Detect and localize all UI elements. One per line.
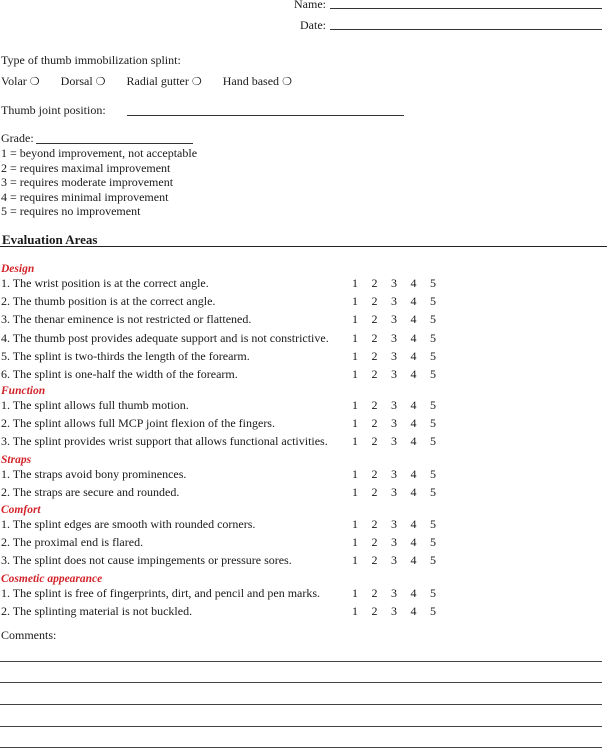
- category-cosmetic-appearance: Cosmetic appearance: [1, 573, 103, 585]
- rating-scale: [352, 331, 442, 346]
- rating-option[interactable]: 1: [352, 330, 358, 345]
- grade-field[interactable]: [36, 143, 193, 144]
- rating-option[interactable]: 1: [352, 485, 358, 500]
- evaluation-item: 3. The splint provides wrist support that allows functional activities.: [1, 434, 328, 449]
- splint-type-options: [1, 74, 310, 89]
- rating-scale: [352, 398, 442, 413]
- grade-level: 3 = requires moderate improvement: [1, 175, 174, 189]
- rating-option[interactable]: 3: [391, 416, 397, 431]
- comment-line[interactable]: [0, 704, 602, 705]
- category-straps: Straps: [1, 454, 32, 466]
- rating-option[interactable]: 5: [430, 586, 436, 600]
- rating-scale: [352, 467, 442, 482]
- rating-option[interactable]: 2: [371, 604, 378, 619]
- rating-scale: [352, 553, 442, 568]
- rating-option[interactable]: 3: [391, 604, 397, 619]
- comment-line[interactable]: [0, 661, 602, 662]
- rating-option[interactable]: 5: [430, 535, 436, 550]
- section-divider: [0, 246, 607, 247]
- rating-scale: [352, 434, 442, 449]
- rating-option[interactable]: 4: [410, 312, 417, 327]
- rating-scale: [352, 535, 442, 550]
- rating-option[interactable]: 3: [391, 485, 397, 500]
- rating-option[interactable]: 3: [391, 348, 397, 363]
- option-dorsal[interactable]: Dorsal ❍: [60, 74, 106, 88]
- rating-option[interactable]: 1: [352, 416, 358, 431]
- rating-scale: [352, 367, 442, 382]
- rating-option[interactable]: 2: [371, 416, 378, 431]
- rating-option[interactable]: 2: [371, 467, 378, 481]
- radio-circle-icon[interactable]: ❍: [95, 76, 106, 88]
- rating-option[interactable]: 2: [371, 294, 378, 309]
- rating-option[interactable]: 2: [371, 553, 378, 568]
- rating-option[interactable]: 3: [391, 434, 397, 449]
- rating-option[interactable]: 2: [371, 485, 378, 500]
- radio-circle-icon[interactable]: ❍: [29, 76, 40, 88]
- rating-scale: [352, 586, 442, 601]
- grade-label: Grade:: [1, 131, 34, 145]
- evaluation-item: 2. The thumb position is at the correct angle.: [1, 294, 216, 309]
- rating-option[interactable]: 4: [410, 535, 417, 550]
- evaluation-item: 1. The straps avoid bony prominences.: [1, 467, 187, 481]
- rating-option[interactable]: 5: [430, 553, 436, 568]
- rating-option[interactable]: 2: [371, 398, 378, 412]
- rating-option[interactable]: 3: [391, 312, 397, 327]
- evaluation-title: Evaluation Areas: [2, 232, 98, 247]
- name-field[interactable]: [330, 8, 602, 9]
- rating-option[interactable]: 4: [410, 485, 417, 500]
- rating-option[interactable]: 1: [352, 467, 358, 481]
- rating-option[interactable]: 1: [352, 367, 358, 381]
- evaluation-item: 4. The thumb post provides adequate support and is not constrictive.: [1, 330, 329, 345]
- comment-line[interactable]: [0, 682, 602, 683]
- grade-level: 2 = requires maximal improvement: [1, 160, 171, 175]
- rating-option[interactable]: 2: [371, 535, 378, 550]
- rating-option[interactable]: 4: [410, 553, 417, 568]
- rating-option[interactable]: 3: [391, 294, 397, 309]
- category-design: Design: [1, 263, 35, 275]
- rating-option[interactable]: 5: [430, 434, 436, 449]
- evaluation-item: 2. The splinting material is not buckled.: [1, 604, 193, 619]
- grade-level: 1 = beyond improvement, not acceptable: [1, 146, 198, 160]
- rating-option[interactable]: 2: [371, 276, 378, 290]
- rating-option[interactable]: 5: [430, 398, 436, 412]
- rating-option[interactable]: 3: [391, 467, 397, 481]
- rating-option[interactable]: 1: [352, 553, 358, 568]
- rating-option[interactable]: 5: [430, 276, 436, 290]
- rating-option[interactable]: 3: [391, 517, 397, 531]
- rating-option[interactable]: 1: [352, 398, 358, 412]
- comments-label: Comments:: [1, 628, 57, 642]
- rating-option[interactable]: 3: [391, 586, 397, 600]
- rating-option[interactable]: 2: [371, 367, 378, 381]
- radio-circle-icon[interactable]: ❍: [191, 76, 202, 88]
- evaluation-item: 2. The proximal end is flared.: [1, 535, 144, 550]
- rating-option[interactable]: 1: [352, 294, 358, 309]
- rating-option[interactable]: 3: [391, 330, 397, 345]
- rating-scale: [352, 349, 442, 364]
- rating-option[interactable]: 1: [352, 586, 358, 600]
- rating-option[interactable]: 4: [410, 604, 417, 619]
- rating-scale: [352, 294, 442, 309]
- rating-scale: [352, 485, 442, 500]
- radio-circle-icon[interactable]: ❍: [282, 76, 292, 88]
- rating-option[interactable]: 4: [410, 517, 417, 531]
- rating-option[interactable]: 5: [430, 517, 436, 531]
- rating-option[interactable]: 4: [410, 398, 417, 412]
- rating-option[interactable]: 4: [410, 434, 417, 449]
- evaluation-item: 1. The splint is free of fingerprints, dirt, and pencil and pen marks.: [1, 586, 321, 600]
- rating-option[interactable]: 1: [352, 434, 358, 449]
- category-comfort: Comfort: [1, 504, 41, 516]
- rating-option[interactable]: 3: [391, 553, 397, 568]
- rating-option[interactable]: 4: [410, 348, 417, 363]
- rating-option[interactable]: 4: [410, 276, 417, 290]
- rating-scale: [352, 276, 442, 291]
- rating-option[interactable]: 5: [430, 312, 436, 327]
- evaluation-item: 2. The splint allows full MCP joint flexion of the fingers.: [1, 416, 275, 431]
- rating-option[interactable]: 4: [410, 416, 417, 431]
- rating-option[interactable]: 1: [352, 604, 358, 619]
- date-label: Date:: [300, 18, 326, 32]
- rating-scale: [352, 416, 442, 431]
- rating-option[interactable]: 5: [430, 330, 436, 345]
- grade-level: 5 = requires no improvement: [1, 204, 141, 218]
- splint-type-label: Type of thumb immobilization splint:: [1, 53, 181, 67]
- evaluation-item: 1. The wrist position is at the correct angle.: [1, 276, 209, 290]
- name-label: Name:: [294, 0, 326, 11]
- rating-option[interactable]: 5: [430, 485, 436, 500]
- rating-option[interactable]: 4: [410, 467, 417, 481]
- rating-option[interactable]: 5: [430, 416, 436, 431]
- thumb-joint-field[interactable]: [127, 115, 404, 116]
- rating-option[interactable]: 2: [371, 434, 378, 449]
- evaluation-item: 5. The splint is two-thirds the length of the forearm.: [1, 348, 250, 363]
- rating-option[interactable]: 1: [352, 276, 358, 290]
- rating-option[interactable]: 4: [410, 367, 417, 381]
- comment-line[interactable]: [0, 726, 602, 727]
- grade-level: 4 = requires minimal improvement: [1, 189, 169, 204]
- rating-option[interactable]: 5: [430, 367, 436, 381]
- option-hand-based[interactable]: Hand based ❍: [222, 74, 292, 88]
- rating-option[interactable]: 5: [430, 294, 436, 309]
- thumb-joint-label: Thumb joint position:: [1, 103, 106, 117]
- rating-option[interactable]: 5: [430, 604, 436, 619]
- rating-option[interactable]: 3: [391, 535, 397, 550]
- evaluation-item: 1. The splint edges are smooth with rounded corners.: [1, 517, 256, 531]
- rating-option[interactable]: 1: [352, 517, 358, 531]
- rating-option[interactable]: 2: [371, 348, 378, 363]
- rating-option[interactable]: 2: [371, 330, 378, 345]
- rating-option[interactable]: 2: [371, 517, 378, 531]
- rating-option[interactable]: 3: [391, 276, 397, 290]
- rating-option[interactable]: 1: [352, 348, 358, 363]
- comment-line[interactable]: [0, 747, 602, 748]
- rating-option[interactable]: 3: [391, 367, 397, 381]
- rating-scale: [352, 517, 442, 532]
- evaluation-item: 3. The splint does not cause impingements or pressure sores.: [1, 553, 292, 568]
- date-field[interactable]: [330, 29, 602, 30]
- rating-option[interactable]: 1: [352, 312, 358, 327]
- rating-option[interactable]: 2: [371, 586, 378, 600]
- rating-option[interactable]: 4: [410, 330, 417, 345]
- option-radial-gutter[interactable]: Radial gutter ❍: [126, 74, 202, 88]
- rating-option[interactable]: 5: [430, 467, 436, 481]
- rating-option[interactable]: 2: [371, 312, 378, 327]
- evaluation-item: 2. The straps are secure and rounded.: [1, 485, 180, 500]
- rating-option[interactable]: 1: [352, 535, 358, 550]
- evaluation-item: 1. The splint allows full thumb motion.: [1, 398, 189, 412]
- evaluation-item: 6. The splint is one-half the width of the forearm.: [1, 367, 238, 381]
- grade-scale-list: [1, 146, 197, 219]
- rating-option[interactable]: 4: [410, 294, 417, 309]
- rating-option[interactable]: 4: [410, 586, 417, 600]
- evaluation-item: 3. The thenar eminence is not restricted or flattened.: [1, 312, 252, 327]
- category-function: Function: [1, 385, 46, 397]
- rating-scale: [352, 312, 442, 327]
- rating-option[interactable]: 5: [430, 348, 436, 363]
- rating-option[interactable]: 3: [391, 398, 397, 412]
- rating-scale: [352, 604, 442, 619]
- option-volar[interactable]: Volar ❍: [1, 74, 40, 88]
